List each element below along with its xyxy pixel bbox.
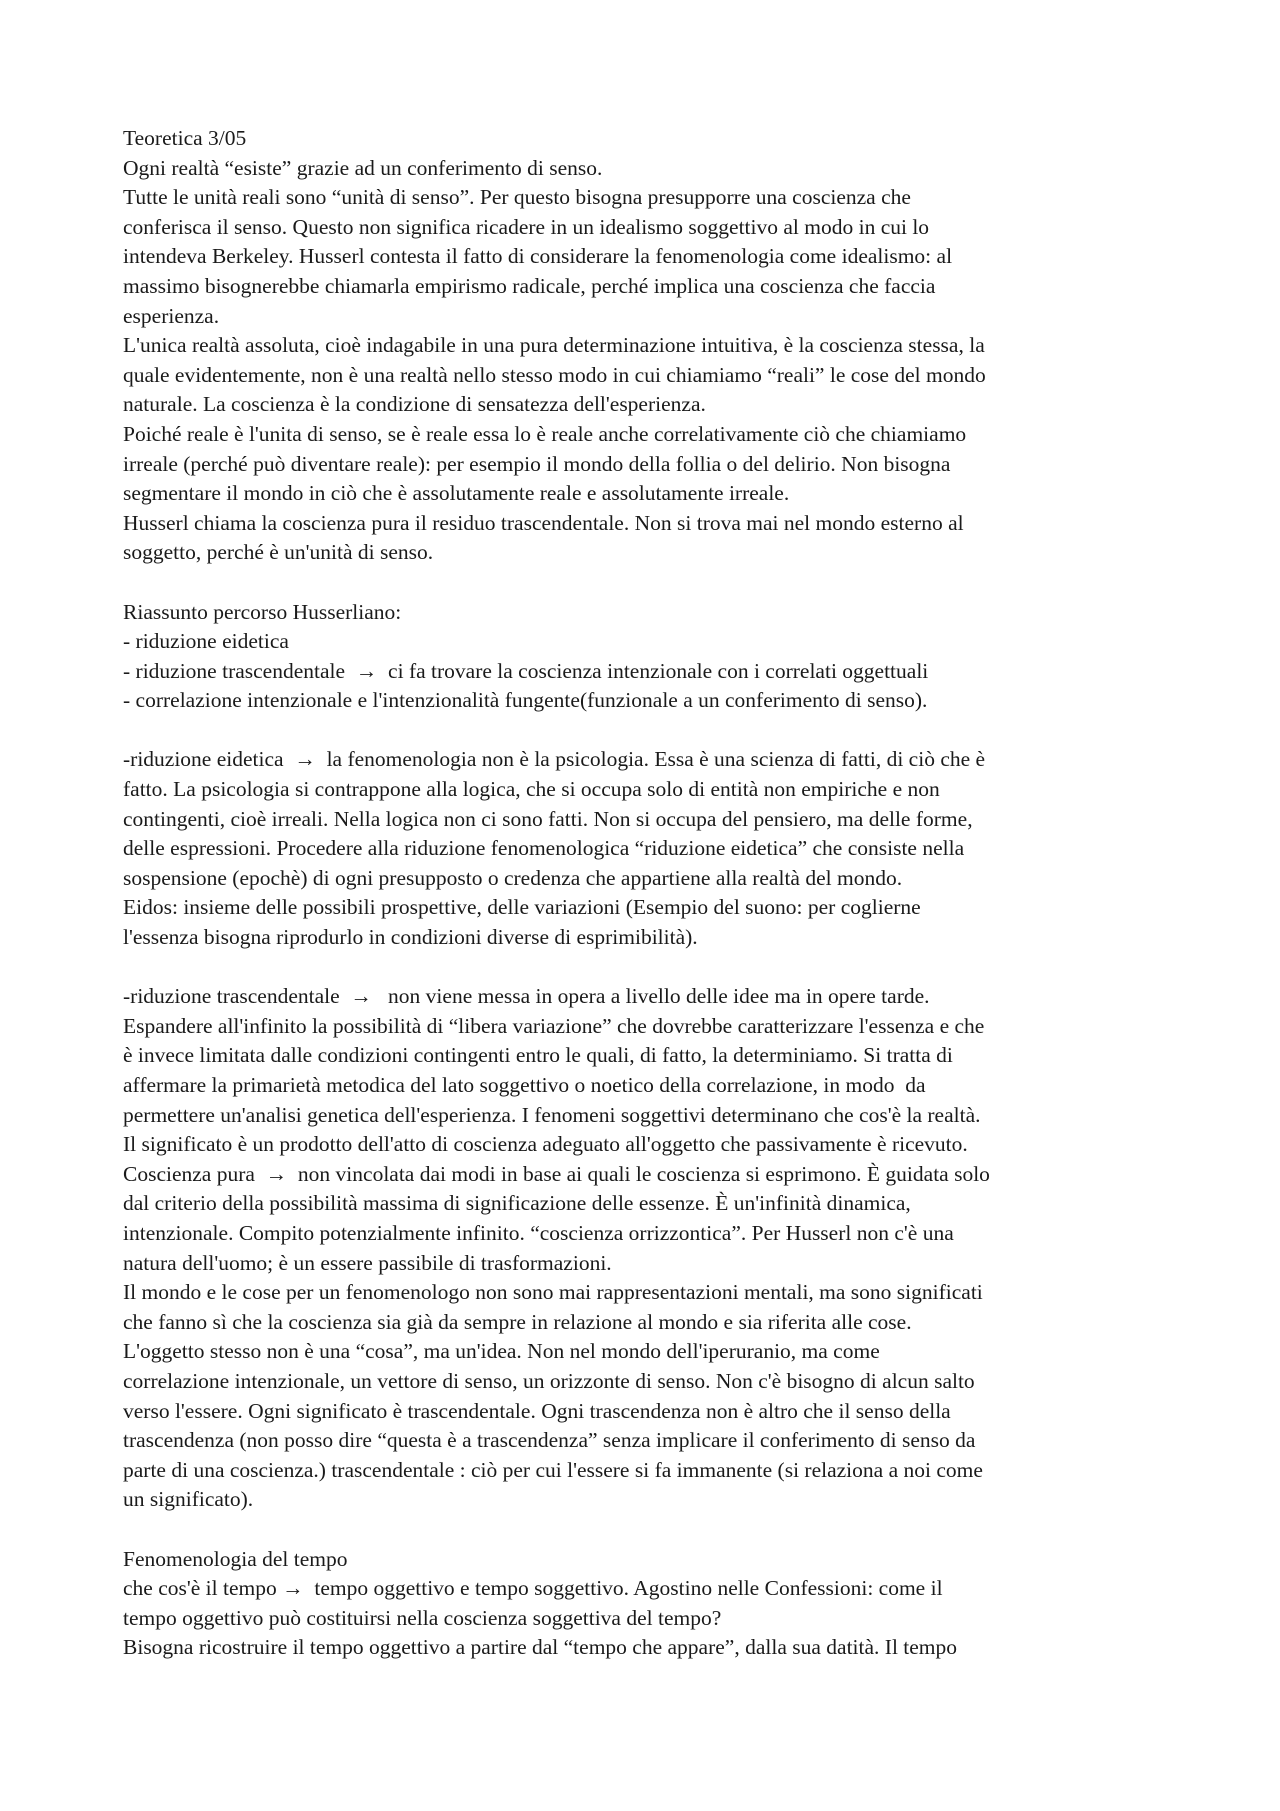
paragraph-section-2 — [123, 598, 1173, 716]
document-page — [123, 124, 1173, 1663]
text-line: esperienza. — [123, 303, 220, 328]
text-line: L'oggetto stesso non è una “cosa”, ma un'idea. Non nel mondo dell'iperuranio, ma come — [123, 1339, 880, 1364]
paragraph-section-3 — [123, 745, 1173, 952]
text-line: delle espressioni. Procedere alla riduzione fenomenologica “riduzione eidetica” che consiste nella — [123, 836, 965, 861]
text-line: Ogni realtà “esiste” grazie ad un conferimento di senso. — [123, 155, 603, 180]
paragraph-section-5 — [123, 1545, 1173, 1663]
list-item: - correlazione intenzionale e l'intenzionalità fungente(funzionale a un conferimento di senso). — [123, 688, 928, 713]
text-line: Eidos: insieme delle possibili prospettive, delle variazioni (Esempio del suono: per coglierne — [123, 895, 921, 920]
text-line: natura dell'uomo; è un essere passibile di trasformazioni. — [123, 1250, 612, 1275]
text-line: irreale (perché può diventare reale): per esempio il mondo della follia o del delirio. Non bisogna — [123, 451, 951, 476]
section-heading: Riassunto percorso Husserliano: — [123, 599, 402, 624]
list-item: - riduzione eidetica — [123, 629, 289, 654]
text-line: che cos'è il tempo → tempo oggettivo e tempo soggettivo. Agostino nelle Confessioni: come il — [123, 1576, 943, 1601]
text-line: correlazione intenzionale, un vettore di senso, un orizzonte di senso. Non c'è bisogno di alcun salto — [123, 1368, 975, 1393]
text-line: Il mondo e le cose per un fenomenologo non sono mai rappresentazioni mentali, ma sono significati — [123, 1280, 983, 1305]
text-line: che fanno sì che la coscienza sia già da sempre in relazione al mondo e sia riferita alle cose. — [123, 1309, 912, 1334]
text-line: dal criterio della possibilità massima di significazione delle essenze. È un'infinità dinamica, — [123, 1191, 911, 1216]
text-line: l'essenza bisogna riprodurlo in condizioni diverse di esprimibilità). — [123, 925, 698, 950]
text-line: tempo oggettivo può costituirsi nella coscienza soggettiva del tempo? — [123, 1605, 722, 1630]
text-line: permettere un'analisi genetica dell'esperienza. I fenomeni soggettivi determinano che cos'è la realtà. — [123, 1102, 981, 1127]
text-line: Espandere all'infinito la possibilità di “libera variazione” che dovrebbe caratterizzare l'essenza e che — [123, 1013, 985, 1038]
text-line: intendeva Berkeley. Husserl contesta il fatto di considerare la fenomenologia come idealismo: al — [123, 244, 953, 269]
text-line: contingenti, cioè irreali. Nella logica non ci sono fatti. Non si occupa del pensiero, ma delle forme, — [123, 806, 973, 831]
text-line: quale evidentemente, non è una realtà nello stesso modo in cui chiamiamo “reali” le cose del mondo — [123, 362, 986, 387]
text-line: Tutte le unità reali sono “unità di senso”. Per questo bisogna presupporre una coscienza che — [123, 185, 911, 210]
text-line: Poiché reale è l'unita di senso, se è reale essa lo è reale anche correlativamente ciò che chiamiamo — [123, 421, 967, 446]
paragraph-section-1 — [123, 154, 1173, 568]
text-line: parte di una coscienza.) trascendentale : ciò per cui l'essere si fa immanente (si relaziona a noi come — [123, 1457, 983, 1482]
text-line: naturale. La coscienza è la condizione di sensatezza dell'esperienza. — [123, 392, 706, 417]
text-line: verso l'essere. Ogni significato è trascendentale. Ogni trascendenza non è altro che il senso della — [123, 1398, 951, 1423]
blank-line — [123, 1515, 1173, 1545]
text-line: trascendenza (non posso dire “questa è a trascendenza” senza implicare il conferimento di senso da — [123, 1428, 976, 1453]
text-line: affermare la primarietà metodica del lato soggettivo o noetico della correlazione, in modo da — [123, 1073, 926, 1097]
text-line: è invece limitata dalle condizioni contingenti entro le quali, di fatto, la determiniamo. Si tratta di — [123, 1043, 953, 1068]
text-line: sospensione (epochè) di ogni presupposto o credenza che appartiene alla realtà del mondo. — [123, 865, 903, 890]
text-line: -riduzione trascendentale → non viene messa in opera a livello delle idee ma in opere tarde. — [123, 984, 930, 1009]
text-line: conferisca il senso. Questo non significa ricadere in un idealismo soggettivo al modo in cui lo — [123, 214, 930, 239]
text-line: un significato). — [123, 1487, 254, 1512]
text-line: Coscienza pura → non vincolata dai modi in base ai quali le coscienza si esprimono. È guidata solo — [123, 1161, 990, 1186]
blank-line — [123, 568, 1173, 598]
blank-line — [123, 953, 1173, 983]
text-line: segmentare il mondo in ciò che è assolutamente reale e assolutamente irreale. — [123, 481, 790, 506]
text-line: -riduzione eidetica → la fenomenologia non è la psicologia. Essa è una scienza di fatti, di ciò che è — [123, 747, 986, 772]
text-line: L'unica realtà assoluta, cioè indagabile in una pura determinazione intuitiva, è la coscienza stessa, la — [123, 333, 985, 358]
blank-line — [123, 716, 1173, 746]
document-title: Teoretica 3/05 — [123, 126, 247, 150]
text-line: fatto. La psicologia si contrappone alla logica, che si occupa solo di entità non empiriche e non — [123, 777, 940, 802]
list-item: - riduzione trascendentale → ci fa trovare la coscienza intenzionale con i correlati oggettuali — [123, 658, 929, 683]
paragraph-section-4 — [123, 982, 1173, 1515]
text-line: Il significato è un prodotto dell'atto di coscienza adeguato all'oggetto che passivamente è ricevuto. — [123, 1132, 968, 1157]
section-heading: Fenomenologia del tempo — [123, 1546, 348, 1571]
text-line: intenzionale. Compito potenzialmente infinito. “coscienza orrizzontica”. Per Husserl non c'è una — [123, 1220, 954, 1245]
text-line: massimo bisognerebbe chiamarla empirismo radicale, perché implica una coscienza che faccia — [123, 273, 936, 298]
text-line: soggetto, perché è un'unità di senso. — [123, 540, 434, 565]
text-line: Husserl chiama la coscienza pura il residuo trascendentale. Non si trova mai nel mondo esterno al — [123, 510, 964, 535]
text-line: Bisogna ricostruire il tempo oggettivo a partire dal “tempo che appare”, dalla sua datità. Il tempo — [123, 1635, 958, 1660]
